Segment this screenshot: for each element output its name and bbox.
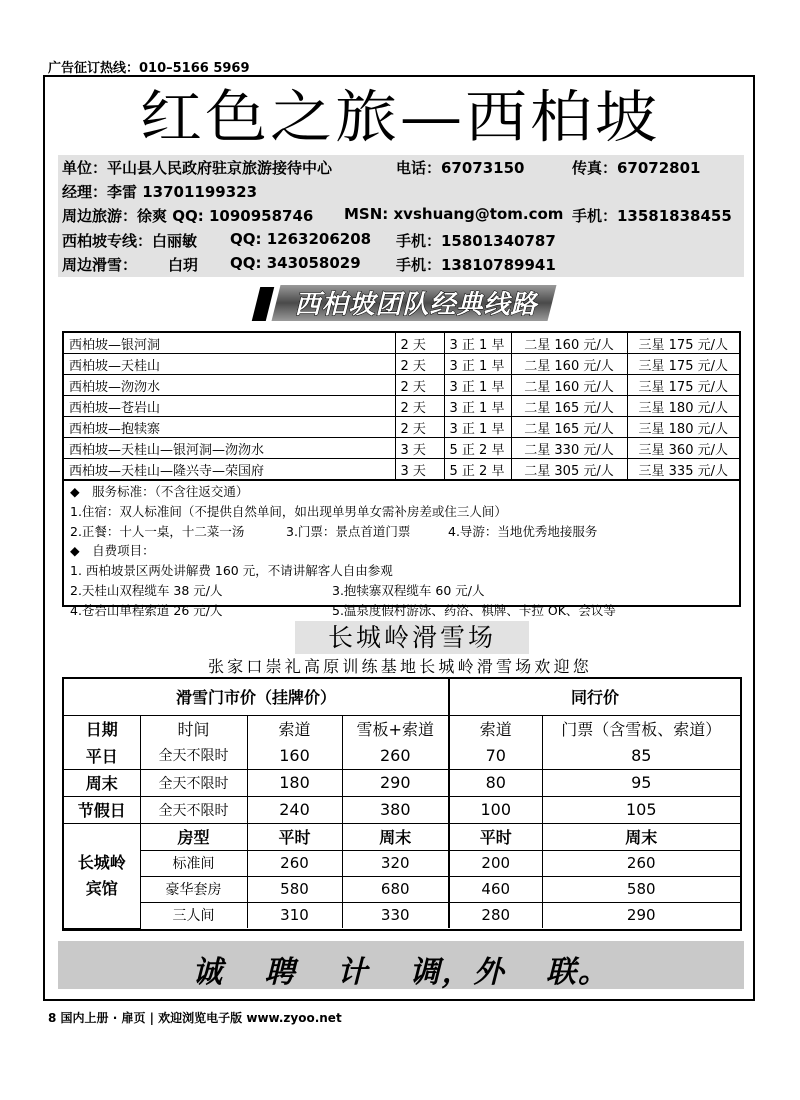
ski-day: 平日 xyxy=(64,742,140,769)
route-name: 西柏坡—天桂山—隆兴寺—荣国府 xyxy=(64,459,395,480)
contact-mobile: 手机：15801340787 xyxy=(396,232,556,250)
note-line: 2.天桂山双程缆车 38 元/人 xyxy=(70,583,223,598)
peer-price-header: 同行价 xyxy=(449,679,740,715)
hotel-peer-weekend-price: 260 xyxy=(542,850,740,876)
route-2star-price: 二星 165 元/人 xyxy=(511,417,627,438)
ski-resort-title: 长城岭滑雪场 xyxy=(295,621,529,654)
ski-lift-price: 180 xyxy=(247,769,342,796)
table-row xyxy=(64,333,739,354)
hotel-weekend-price: 680 xyxy=(342,876,449,902)
route-days: 3 天 xyxy=(395,459,444,480)
table-row xyxy=(64,742,740,769)
contact-xbp: 西柏坡专线：白丽敏 xyxy=(62,232,198,250)
route-2star-price: 二星 160 元/人 xyxy=(511,354,627,375)
route-name: 西柏坡—天桂山—银河洞—沕沕水 xyxy=(64,438,395,459)
table-row xyxy=(64,902,740,928)
note-line: 5.温泉度假村游泳、药浴、棋牌、卡拉 OK、会议等 xyxy=(332,603,616,618)
route-2star-price: 二星 305 元/人 xyxy=(511,459,627,480)
column-header: 雪板+索道 xyxy=(342,715,449,742)
recruit-text: 诚 聘 计 调，外 联。 xyxy=(192,955,610,990)
hotel-peer-weekday-price: 280 xyxy=(449,902,542,928)
note-line: 2.正餐：十人一桌，十二菜一汤 xyxy=(70,524,245,539)
peer-ticket-price: 95 xyxy=(542,769,740,796)
contact-msn: MSN: xvshuang@tom.com xyxy=(344,205,564,223)
peer-lift-price: 100 xyxy=(449,796,542,823)
column-header: 门票（含雪板、索道） xyxy=(542,715,740,742)
route-meals: 5 正 2 早 xyxy=(444,438,511,459)
table-row xyxy=(64,769,740,796)
table-row xyxy=(64,796,740,823)
route-days: 3 天 xyxy=(395,438,444,459)
hotel-column-header: 平时 xyxy=(449,823,542,850)
list-price-header: 滑雪门市价（挂牌价） xyxy=(64,679,449,715)
contact-ski-name: 白玥 xyxy=(168,256,199,274)
note-line: ◆ 自费项目： xyxy=(70,543,155,558)
hotel-weekday-price: 310 xyxy=(247,902,342,928)
route-meals: 3 正 1 早 xyxy=(444,354,511,375)
column-header: 时间 xyxy=(140,715,247,742)
route-name: 西柏坡—沕沕水 xyxy=(64,375,395,396)
route-name: 西柏坡—银河洞 xyxy=(64,333,395,354)
ad-hotline: 广告征订热线：010–5166 5969 xyxy=(48,61,250,76)
table-row xyxy=(64,396,739,417)
route-meals: 3 正 1 早 xyxy=(444,396,511,417)
recruit-banner xyxy=(58,941,744,989)
route-days: 2 天 xyxy=(395,396,444,417)
hotel-weekend-price: 330 xyxy=(342,902,449,928)
hotel-weekday-price: 260 xyxy=(247,850,342,876)
contact-phone: 电话：67073150 xyxy=(396,159,525,177)
hotel-room-type: 标准间 xyxy=(140,850,247,876)
route-3star-price: 三星 175 元/人 xyxy=(627,333,739,354)
route-days: 2 天 xyxy=(395,417,444,438)
route-3star-price: 三星 335 元/人 xyxy=(627,459,739,480)
hotel-peer-weekend-price: 290 xyxy=(542,902,740,928)
contact-ski-label: 周边滑雪： xyxy=(62,256,138,274)
contact-box xyxy=(58,155,744,277)
table-row xyxy=(64,823,740,850)
hotel-weekday-price: 580 xyxy=(247,876,342,902)
ski-price-box xyxy=(62,677,742,931)
contact-unit: 单位：平山县人民政府驻京旅游接待中心 xyxy=(62,159,333,177)
route-meals: 3 正 1 早 xyxy=(444,333,511,354)
route-days: 2 天 xyxy=(395,354,444,375)
banner-slash xyxy=(252,287,274,321)
routes-box xyxy=(62,331,741,618)
note-line: 3.门票：景点首道门票 xyxy=(286,524,411,539)
route-meals: 3 正 1 早 xyxy=(444,417,511,438)
ski-time: 全天不限时 xyxy=(140,769,247,796)
service-notes xyxy=(64,480,739,618)
contact-mobile: 手机：13581838455 xyxy=(572,207,732,225)
route-name: 西柏坡—抱犊寨 xyxy=(64,417,395,438)
route-3star-price: 三星 360 元/人 xyxy=(627,438,739,459)
contact-qq: QQ: 1263206208 xyxy=(230,230,372,248)
table-row xyxy=(64,850,740,876)
table-row xyxy=(64,417,739,438)
table-row xyxy=(64,375,739,396)
route-days: 2 天 xyxy=(395,375,444,396)
table-row xyxy=(64,459,739,480)
route-2star-price: 二星 330 元/人 xyxy=(511,438,627,459)
page-title: 红色之旅—西柏坡 xyxy=(139,82,660,151)
table-row xyxy=(64,438,739,459)
ski-lift-price: 160 xyxy=(247,742,342,769)
hotel-peer-weekday-price: 200 xyxy=(449,850,542,876)
route-days: 2 天 xyxy=(395,333,444,354)
ski-day: 周末 xyxy=(64,769,140,796)
ski-board-lift-price: 260 xyxy=(342,742,449,769)
peer-ticket-price: 105 xyxy=(542,796,740,823)
note-line: 4.导游：当地优秀地接服务 xyxy=(448,524,598,539)
table-row xyxy=(64,354,739,375)
route-2star-price: 二星 165 元/人 xyxy=(511,396,627,417)
peer-ticket-price: 85 xyxy=(542,742,740,769)
column-header: 索道 xyxy=(247,715,342,742)
note-line: 4.苍岩山单程索道 26 元/人 xyxy=(70,603,223,618)
contact-fax: 传真：67072801 xyxy=(572,159,701,177)
hotel-column-header: 房型 xyxy=(140,823,247,850)
banner-title: 西柏坡团队经典线路 xyxy=(294,290,538,320)
hotel-room-type: 豪华套房 xyxy=(140,876,247,902)
note-line: ◆ 服务标准：（不含往返交通） xyxy=(70,484,249,499)
column-header: 索道 xyxy=(449,715,542,742)
hotel-column-header: 平时 xyxy=(247,823,342,850)
contact-mobile: 手机：13810789941 xyxy=(396,256,556,274)
peer-lift-price: 70 xyxy=(449,742,542,769)
peer-lift-price: 80 xyxy=(449,769,542,796)
hotel-column-header: 周末 xyxy=(342,823,449,850)
hotel-label: 长城岭宾馆 xyxy=(64,823,140,928)
note-line: 1.住宿：双人标准间（不提供自然单间，如出现单男单女需补房差或住三人间） xyxy=(70,504,507,519)
ski-resort-subtitle: 张家口崇礼高原训练基地长城岭滑雪场欢迎您 xyxy=(207,657,592,676)
contact-manager: 经理：李雷 13701199323 xyxy=(62,183,258,201)
route-name: 西柏坡—天桂山 xyxy=(64,354,395,375)
ski-board-lift-price: 290 xyxy=(342,769,449,796)
route-3star-price: 三星 175 元/人 xyxy=(627,375,739,396)
route-name: 西柏坡—苍岩山 xyxy=(64,396,395,417)
hotel-weekend-price: 320 xyxy=(342,850,449,876)
page-footer: 8 国内上册 · 扉页 | 欢迎浏览电子版 www.zyoo.net xyxy=(48,1011,342,1025)
routes-table xyxy=(64,333,739,480)
ski-lift-price: 240 xyxy=(247,796,342,823)
ski-time: 全天不限时 xyxy=(140,796,247,823)
route-3star-price: 三星 180 元/人 xyxy=(627,417,739,438)
route-3star-price: 三星 175 元/人 xyxy=(627,354,739,375)
route-meals: 5 正 2 早 xyxy=(444,459,511,480)
ski-board-lift-price: 380 xyxy=(342,796,449,823)
note-line: 3.抱犊寨双程缆车 60 元/人 xyxy=(332,583,485,598)
ski-day: 节假日 xyxy=(64,796,140,823)
column-header: 日期 xyxy=(64,715,140,742)
note-line: 1. 西柏坡景区两处讲解费 160 元，不请讲解客人自由参观 xyxy=(70,563,393,578)
hotel-room-type: 三人间 xyxy=(140,902,247,928)
hotel-peer-weekend-price: 580 xyxy=(542,876,740,902)
routes-banner xyxy=(256,283,552,323)
table-row xyxy=(64,876,740,902)
route-2star-price: 二星 160 元/人 xyxy=(511,375,627,396)
route-meals: 3 正 1 早 xyxy=(444,375,511,396)
contact-tour: 周边旅游：徐爽 QQ: 1090958746 xyxy=(62,207,314,225)
contact-qq: QQ: 343058029 xyxy=(230,254,361,272)
ski-price-table xyxy=(64,679,740,929)
route-3star-price: 三星 180 元/人 xyxy=(627,396,739,417)
route-2star-price: 二星 160 元/人 xyxy=(511,333,627,354)
ski-time: 全天不限时 xyxy=(140,742,247,769)
hotel-column-header: 周末 xyxy=(542,823,740,850)
hotel-peer-weekday-price: 460 xyxy=(449,876,542,902)
